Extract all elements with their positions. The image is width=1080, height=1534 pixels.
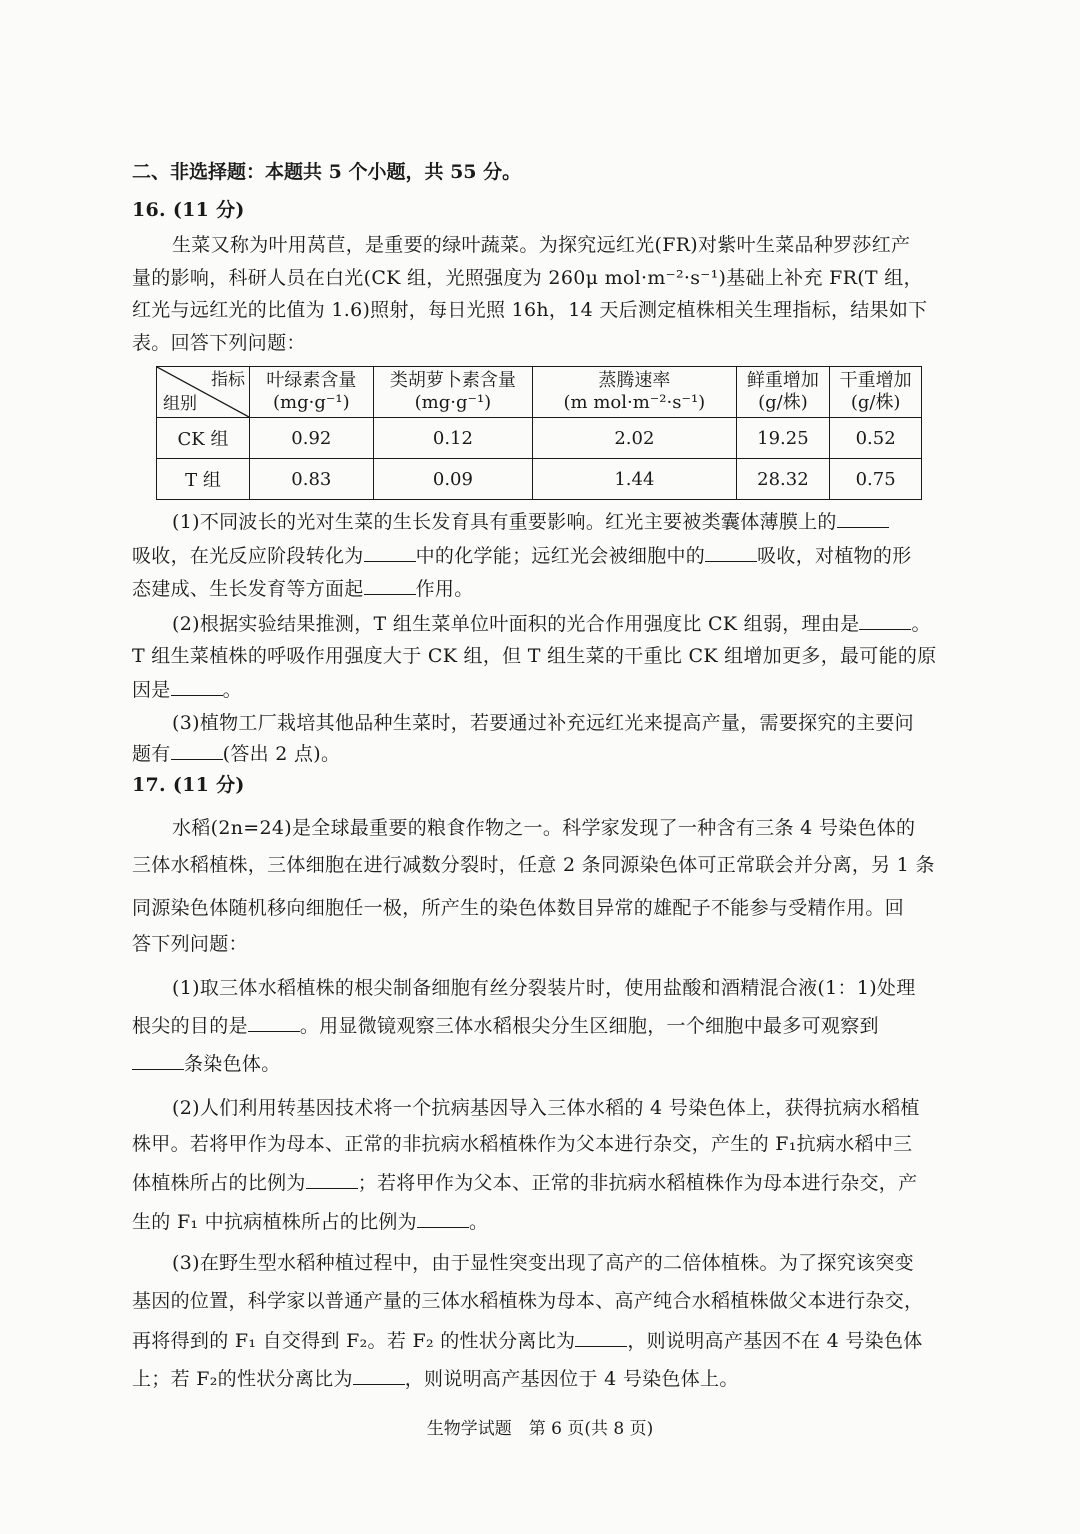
text: 题有	[132, 743, 171, 765]
q16-intro-line: 生菜又称为叶用莴苣，是重要的绿叶蔬菜。为探究远红光(FR)对紫叶生菜品种罗莎红产	[172, 234, 911, 256]
answer-blank	[364, 543, 416, 562]
corner-label-group: 组别	[163, 394, 197, 414]
table-cell: 0.92	[250, 418, 374, 459]
table-cell-group: CK 组	[157, 418, 250, 459]
q16-part3-line1: (3)植物工厂栽培其他品种生菜时，若要通过补充远红光来提高产量，需要探究的主要问	[172, 712, 914, 734]
text: 。	[468, 1211, 489, 1233]
q17-intro-line: 答下列问题：	[132, 933, 248, 955]
q17-part2-line3	[132, 1170, 950, 1195]
q16-part1-line3	[132, 576, 950, 601]
q16-part1-line1	[172, 509, 950, 534]
text: ，则说明高产基因位于 4 号染色体上。	[404, 1368, 739, 1390]
q17-intro-line: 水稻(2n=24)是全球最重要的粮食作物之一。科学家发现了一种含有三条 4 号染色体的	[172, 817, 916, 839]
text: 吸收，在光反应阶段转化为	[132, 545, 364, 567]
section-title: 二、非选择题：本题共 5 个小题，共 55 分。	[132, 161, 522, 183]
table-cell: 0.75	[830, 459, 922, 500]
q16-results-table	[156, 366, 922, 500]
table-cell: 0.52	[830, 418, 922, 459]
table-cell: 19.25	[736, 418, 830, 459]
q17-intro-line: 同源染色体随机移向细胞任一极，所产生的染色体数目异常的雄配子不能参与受精作用。回	[132, 897, 905, 919]
answer-blank	[353, 1366, 405, 1385]
table-corner-cell	[157, 367, 250, 418]
text: 根尖的目的是	[132, 1015, 248, 1037]
q17-part1-line1: (1)取三体水稻植株的根尖制备细胞有丝分裂装片时，使用盐酸和酒精混合液(1：1)处理	[172, 977, 916, 999]
q17-part1-line3	[132, 1051, 950, 1076]
header-name: 类胡萝卜素含量	[389, 370, 516, 391]
q16-part3-line2	[132, 741, 950, 766]
table-cell: 0.12	[373, 418, 532, 459]
text: ，则说明高产基因不在 4 号染色体	[627, 1330, 923, 1352]
text: 因是	[132, 679, 171, 701]
q17-part3-line2: 基因的位置，科学家以普通产量的三体水稻植株为母本、高产纯合水稻植株做父本进行杂交，	[132, 1290, 924, 1312]
q17-part3-line3	[132, 1328, 950, 1353]
answer-blank	[132, 1051, 184, 1070]
text: 。	[911, 613, 931, 635]
q17-part2-line2: 株甲。若将甲作为母本、正常的非抗病水稻植株作为父本进行杂交，产生的 F₁抗病水稻中三	[132, 1133, 913, 1155]
q17-part2-line1: (2)人们利用转基因技术将一个抗病基因导入三体水稻的 4 号染色体上，获得抗病水稻植	[172, 1097, 920, 1119]
q16-intro-line: 红光与远红光的比值为 1.6)照射，每日光照 16h，14 天后测定植株相关生理指标，结果如下	[132, 299, 928, 321]
q17-part2-line4	[132, 1209, 950, 1234]
q16-part1-line2	[132, 543, 950, 568]
text: 体植株所占的比例为	[132, 1172, 306, 1194]
text: 。用显微镜观察三体水稻根尖分生区细胞，一个细胞中最多可观察到	[299, 1015, 879, 1037]
text: ；若将甲作为父本、正常的非抗病水稻植株作为母本进行杂交，产	[357, 1172, 918, 1194]
header-unit: (mg·g⁻¹)	[273, 392, 350, 413]
q16-part2-line2: T 组生菜植株的呼吸作用强度大于 CK 组，但 T 组生菜的干重比 CK 组增加更多，最可能的原	[132, 645, 937, 667]
header-unit: (m mol·m⁻²·s⁻¹)	[563, 392, 706, 413]
answer-blank	[171, 677, 223, 696]
table-cell: 0.83	[250, 459, 374, 500]
answer-blank	[705, 543, 757, 562]
text: (1)不同波长的光对生菜的生长发育具有重要影响。红光主要被类囊体薄膜上的	[172, 511, 837, 533]
answer-blank	[417, 1209, 469, 1228]
table-header	[533, 367, 736, 418]
q17-header: 17. (11 分)	[132, 774, 245, 796]
text: (答出 2 点)。	[222, 743, 341, 765]
answer-blank	[837, 509, 889, 528]
text: 态建成、生长发育等方面起	[132, 578, 364, 600]
answer-blank	[248, 1013, 300, 1032]
corner-label-indicator: 指标	[211, 370, 245, 390]
text: 条染色体。	[184, 1053, 281, 1075]
table-header	[373, 367, 532, 418]
q17-part3-line4	[132, 1366, 950, 1391]
table-header	[250, 367, 374, 418]
q16-intro-line: 量的影响，科研人员在白光(CK 组，光照强度为 260μ mol·m⁻²·s⁻¹)基础上补充 FR(T 组，	[132, 267, 923, 289]
answer-blank	[364, 576, 416, 595]
text: 生的 F₁ 中抗病植株所占的比例为	[132, 1211, 417, 1233]
header-name: 蒸腾速率	[598, 370, 671, 391]
q17-part1-line2	[132, 1013, 950, 1038]
table-cell: 2.02	[533, 418, 736, 459]
table-row	[157, 418, 922, 459]
header-unit: (g/株)	[850, 392, 901, 413]
text: 作用。	[415, 578, 474, 600]
page-footer: 生物学试题 第 6 页(共 8 页)	[426, 1419, 654, 1439]
text: (2)根据实验结果推测，T 组生菜单位叶面积的光合作用强度比 CK 组弱，理由是	[172, 613, 860, 635]
answer-blank	[575, 1328, 627, 1347]
header-unit: (g/株)	[758, 392, 808, 413]
answer-blank	[306, 1170, 358, 1189]
table-header	[736, 367, 830, 418]
q16-header: 16. (11 分)	[132, 199, 245, 221]
header-name: 叶绿素含量	[266, 370, 357, 391]
q16-part2-line1	[172, 611, 950, 636]
header-name: 鲜重增加	[746, 370, 819, 391]
q17-part3-line1: (3)在野生型水稻种植过程中，由于显性突变出现了高产的二倍体植株。为了探究该突变	[172, 1252, 914, 1274]
q16-intro-line: 表。回答下列问题：	[132, 332, 306, 354]
table-header	[830, 367, 922, 418]
header-name: 干重增加	[839, 370, 912, 391]
table-cell: 28.32	[736, 459, 830, 500]
q16-part2-line3	[132, 677, 950, 702]
text: 。	[222, 679, 242, 701]
table-cell-group: T 组	[157, 459, 250, 500]
table-row	[157, 459, 922, 500]
q17-intro-line: 三体水稻植株，三体细胞在进行减数分裂时，任意 2 条同源染色体可正常联会并分离，另 1 条	[132, 854, 935, 876]
answer-blank	[171, 741, 223, 760]
text: 再将得到的 F₁ 自交得到 F₂。若 F₂ 的性状分离比为	[132, 1330, 576, 1352]
text: 上；若 F₂的性状分离比为	[132, 1368, 353, 1390]
header-unit: (mg·g⁻¹)	[414, 392, 492, 413]
table-cell: 1.44	[533, 459, 736, 500]
text: 吸收，对植物的形	[757, 545, 912, 567]
table-cell: 0.09	[373, 459, 532, 500]
text: 中的化学能；远红光会被细胞中的	[415, 545, 706, 567]
answer-blank	[859, 611, 911, 630]
